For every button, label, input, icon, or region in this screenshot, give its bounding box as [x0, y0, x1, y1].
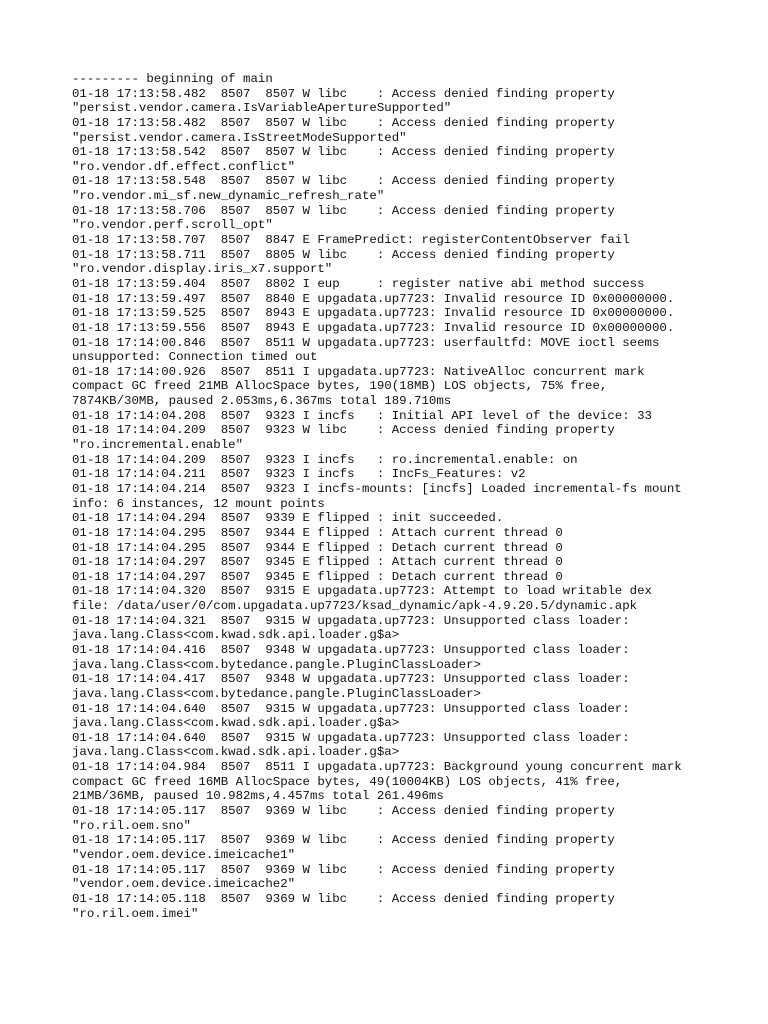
- log-line: java.lang.Class<com.kwad.sdk.api.loader.g$a>: [72, 716, 400, 731]
- log-line: "ro.vendor.display.iris_x7.support": [72, 262, 333, 277]
- log-line: java.lang.Class<com.kwad.sdk.api.loader.g$a>: [72, 745, 400, 760]
- log-line: 01-18 17:14:04.297 8507 9345 E flipped : Attach current thread 0: [72, 555, 563, 570]
- log-line: 21MB/36MB, paused 10.982ms,4.457ms total 261.496ms: [72, 789, 444, 804]
- log-line: 01-18 17:14:05.117 8507 9369 W libc : Access denied finding property: [72, 804, 615, 819]
- log-line: 01-18 17:13:59.525 8507 8943 E upgadata.up7723: Invalid resource ID 0x00000000.: [72, 306, 675, 321]
- log-line: --------- beginning of main: [72, 72, 273, 86]
- log-line: 01-18 17:14:04.211 8507 9323 I incfs : IncFs_Features: v2: [72, 467, 526, 482]
- log-line: 01-18 17:13:58.548 8507 8507 W libc : Access denied finding property: [72, 174, 615, 189]
- log-line: 01-18 17:14:00.846 8507 8511 W upgadata.up7723: userfaultfd: MOVE ioctl seems: [72, 335, 660, 350]
- log-line: java.lang.Class<com.kwad.sdk.api.loader.g$a>: [72, 628, 400, 643]
- log-line: 01-18 17:14:04.208 8507 9323 I incfs : Initial API level of the device: 33: [72, 408, 652, 423]
- log-line: 01-18 17:14:04.209 8507 9323 W libc : Access denied finding property: [72, 423, 615, 438]
- log-line: 01-18 17:14:04.416 8507 9348 W upgadata.up7723: Unsupported class loader:: [72, 642, 630, 657]
- log-line: 01-18 17:13:58.482 8507 8507 W libc : Access denied finding property: [72, 86, 615, 101]
- log-line: 01-18 17:14:04.209 8507 9323 I incfs : ro.incremental.enable: on: [72, 452, 578, 467]
- log-line: info: 6 instances, 12 mount points: [72, 496, 325, 511]
- log-line: "vendor.oem.device.imeicache2": [72, 877, 296, 892]
- log-line: 01-18 17:13:58.707 8507 8847 E FramePredict: registerContentObserver fail: [72, 233, 630, 248]
- log-line: 01-18 17:14:04.295 8507 9344 E flipped : Detach current thread 0: [72, 540, 563, 555]
- log-line: 01-18 17:14:05.117 8507 9369 W libc : Access denied finding property: [72, 833, 615, 848]
- log-line: "ro.vendor.df.effect.conflict": [72, 159, 296, 174]
- log-line: 01-18 17:14:04.321 8507 9315 W upgadata.up7723: Unsupported class loader:: [72, 613, 630, 628]
- log-line: 01-18 17:14:05.117 8507 9369 W libc : Access denied finding property: [72, 862, 615, 877]
- log-line: 01-18 17:13:59.404 8507 8802 I eup : register native abi method success: [72, 276, 645, 291]
- log-line: java.lang.Class<com.bytedance.pangle.PluginClassLoader>: [72, 657, 481, 672]
- log-line: 01-18 17:14:04.417 8507 9348 W upgadata.up7723: Unsupported class loader:: [72, 672, 630, 687]
- log-line: "persist.vendor.camera.IsVariableApertureSupported": [72, 101, 452, 116]
- log-line: compact GC freed 21MB AllocSpace bytes, 190(18MB) LOS objects, 75% free,: [72, 379, 608, 394]
- log-line: 01-18 17:13:58.482 8507 8507 W libc : Access denied finding property: [72, 115, 615, 130]
- log-line: compact GC freed 16MB AllocSpace bytes, 49(10004KB) LOS objects, 41% free,: [72, 774, 623, 789]
- log-line: 01-18 17:14:04.295 8507 9344 E flipped : Attach current thread 0: [72, 525, 563, 540]
- log-line: "vendor.oem.device.imeicache1": [72, 847, 296, 862]
- log-line: file: /data/user/0/com.upgadata.up7723/ksad_dynamic/apk-4.9.20.5/dynamic.apk: [72, 599, 638, 614]
- log-line: 01-18 17:14:04.320 8507 9315 E upgadata.up7723: Attempt to load writable dex: [72, 584, 652, 599]
- log-line: 01-18 17:13:59.556 8507 8943 E upgadata.up7723: Invalid resource ID 0x00000000.: [72, 320, 675, 335]
- log-line: 01-18 17:13:58.706 8507 8507 W libc : Access denied finding property: [72, 203, 615, 218]
- log-line: unsupported: Connection timed out: [72, 350, 318, 365]
- log-line: 01-18 17:14:04.640 8507 9315 W upgadata.up7723: Unsupported class loader:: [72, 701, 630, 716]
- log-line: 01-18 17:14:04.297 8507 9345 E flipped : Detach current thread 0: [72, 569, 563, 584]
- log-line: 01-18 17:13:59.497 8507 8840 E upgadata.up7723: Invalid resource ID 0x00000000.: [72, 291, 675, 306]
- log-line: "ro.ril.oem.sno": [72, 818, 191, 833]
- log-line: "ro.incremental.enable": [72, 438, 244, 453]
- log-document: [72, 72, 752, 921]
- log-line: java.lang.Class<com.bytedance.pangle.PluginClassLoader>: [72, 686, 481, 701]
- log-line: 01-18 17:14:04.294 8507 9339 E flipped : init succeeded.: [72, 511, 504, 526]
- log-line: "ro.vendor.mi_sf.new_dynamic_refresh_rate": [72, 189, 385, 204]
- log-line: 01-18 17:13:58.711 8507 8805 W libc : Access denied finding property: [72, 247, 615, 262]
- log-line: 01-18 17:14:04.640 8507 9315 W upgadata.up7723: Unsupported class loader:: [72, 730, 630, 745]
- log-line: "persist.vendor.camera.IsStreetModeSupported": [72, 130, 407, 145]
- log-line: "ro.ril.oem.imei": [72, 906, 199, 921]
- log-line: 01-18 17:13:58.542 8507 8507 W libc : Access denied finding property: [72, 145, 615, 160]
- log-line: 01-18 17:14:04.214 8507 9323 I incfs-mounts: [incfs] Loaded incremental-fs mount: [72, 481, 682, 496]
- log-line: 01-18 17:14:00.926 8507 8511 I upgadata.up7723: NativeAlloc concurrent mark: [72, 364, 645, 379]
- log-line: 01-18 17:14:04.984 8507 8511 I upgadata.up7723: Background young concurrent mark: [72, 760, 682, 775]
- log-line: "ro.vendor.perf.scroll_opt": [72, 218, 273, 233]
- log-line: 7874KB/30MB, paused 2.053ms,6.367ms total 189.710ms: [72, 394, 452, 409]
- log-line: 01-18 17:14:05.118 8507 9369 W libc : Access denied finding property: [72, 891, 615, 906]
